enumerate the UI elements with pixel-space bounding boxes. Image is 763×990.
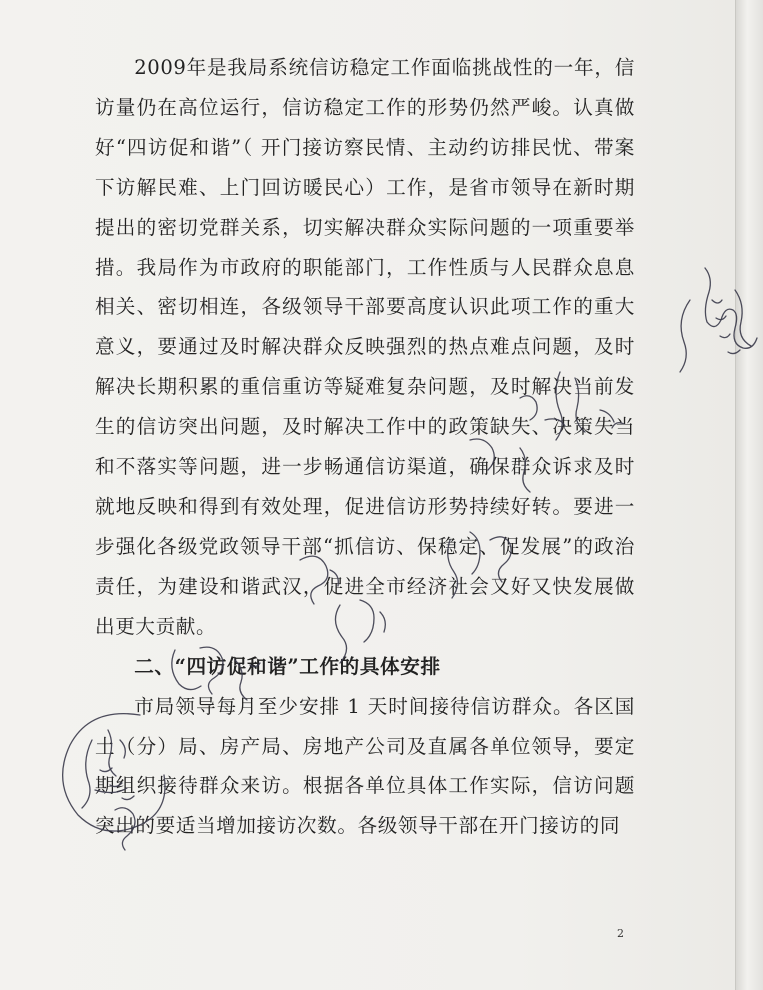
paragraph-1: 2009年是我局系统信访稳定工作面临挑战性的一年，信访量仍在高位运行，信访稳定工作的形势仍然严峻。认真做好“四访促和谐”（ 开门接访察民情、主动约访排民忧、带案下访解民难、上门回访暖民心）工作，是省市领导在新时期提出的密切党群关系，切实解决群众实际问题的一项重要举措。我局作为市政府的职能部门，工作性质与人民群众息息相关、密切相连，各级领导干部要高度认识此项工作的重大意义，要通过及时解决群众反映强烈的热点难点问题，及时解决长期积累的重信重访等疑难复杂问题，及时解决当前发生的信访突出问题，及时解决工作中的政策缺失、决策失当和不落实等问题，进一步畅通信访渠道，确保群众诉求及时就地反映和得到有效处理，促进信访形势持续好转。要进一步强化各级党政领导干部“抓信访、保稳定、促发展”的政治责任，为建设和谐武汉，促进全市经济社会又好又快发展做出更大贡献。	[95, 56, 635, 638]
paragraph-2: 市局领导每月至少安排 1 天时间接待信访群众。各区国土（分）局、房产局、房地产公司及直属各单位领导，要定期组织接待群众来访。根据各单位具体工作实际，信访问题突出的要适当增加接访次数。各级领导干部在开门接访的同	[95, 694, 635, 838]
section-heading: 二、“四访促和谐”工作的具体安排	[134, 654, 441, 678]
page-fold-edge	[735, 0, 763, 990]
page-number: 2	[617, 927, 624, 940]
body-text	[95, 48, 635, 846]
